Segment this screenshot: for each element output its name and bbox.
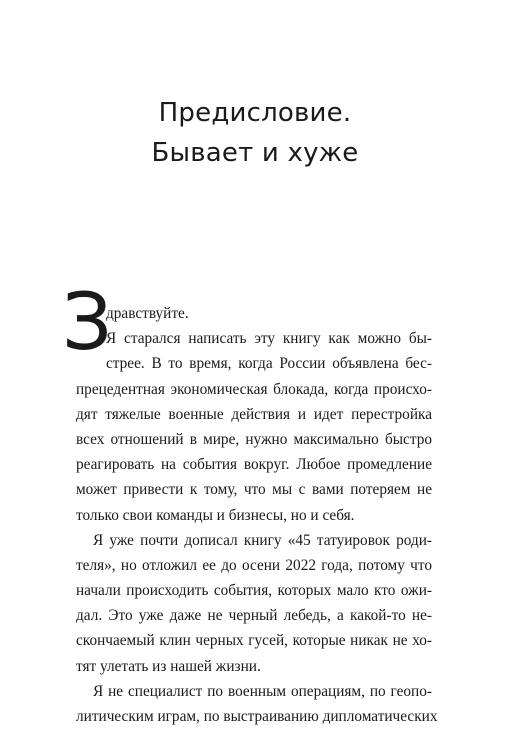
text-line: только свои команды и бизнесы, но и себя. xyxy=(76,506,355,524)
text-line: может привести к тому, что мы с вами потеряем не xyxy=(76,481,432,499)
text-line: тят улетать из нашей жизни. xyxy=(76,657,261,675)
text-line: дравствуйте. xyxy=(106,305,189,322)
body-text xyxy=(76,301,438,729)
text-line: начали происходить события, которых мало кто ожи- xyxy=(76,582,432,600)
text-line: прецедентная экономическая блокада, когда происхо- xyxy=(76,380,432,398)
text-line: Я старался написать эту книгу как можно бы- xyxy=(106,330,432,348)
drop-cap-letter: З xyxy=(62,278,113,368)
chapter-title-line-2: Бывает и хуже xyxy=(151,138,359,168)
text-line: теля», но отложил ее до осени 2022 года, потому что xyxy=(76,556,432,574)
text-line: Я не специалист по военным операциям, по геопо- xyxy=(93,682,432,700)
text-line: дят тяжелые военные действия и идет перестройка xyxy=(76,405,432,423)
text-line: дал. Это уже даже не черный лебедь, а какой-то не- xyxy=(76,607,432,625)
chapter-title xyxy=(0,93,510,173)
text-line: скончаемый клин черных гусей, которые никак не хо- xyxy=(76,632,432,650)
text-line: реагировать на события вокруг. Любое промедление xyxy=(76,456,432,474)
chapter-title-line-1: Предисловие. xyxy=(158,98,352,128)
text-line: Я уже почти дописал книгу «45 татуировок роди- xyxy=(93,531,432,549)
text-line: стрее. В то время, когда России объявлена бес- xyxy=(106,355,432,373)
text-line: литическим играм, по выстраиванию дипломатических xyxy=(76,708,438,725)
text-line: всех отношений в мире, нужно максимально быстро xyxy=(76,430,432,448)
